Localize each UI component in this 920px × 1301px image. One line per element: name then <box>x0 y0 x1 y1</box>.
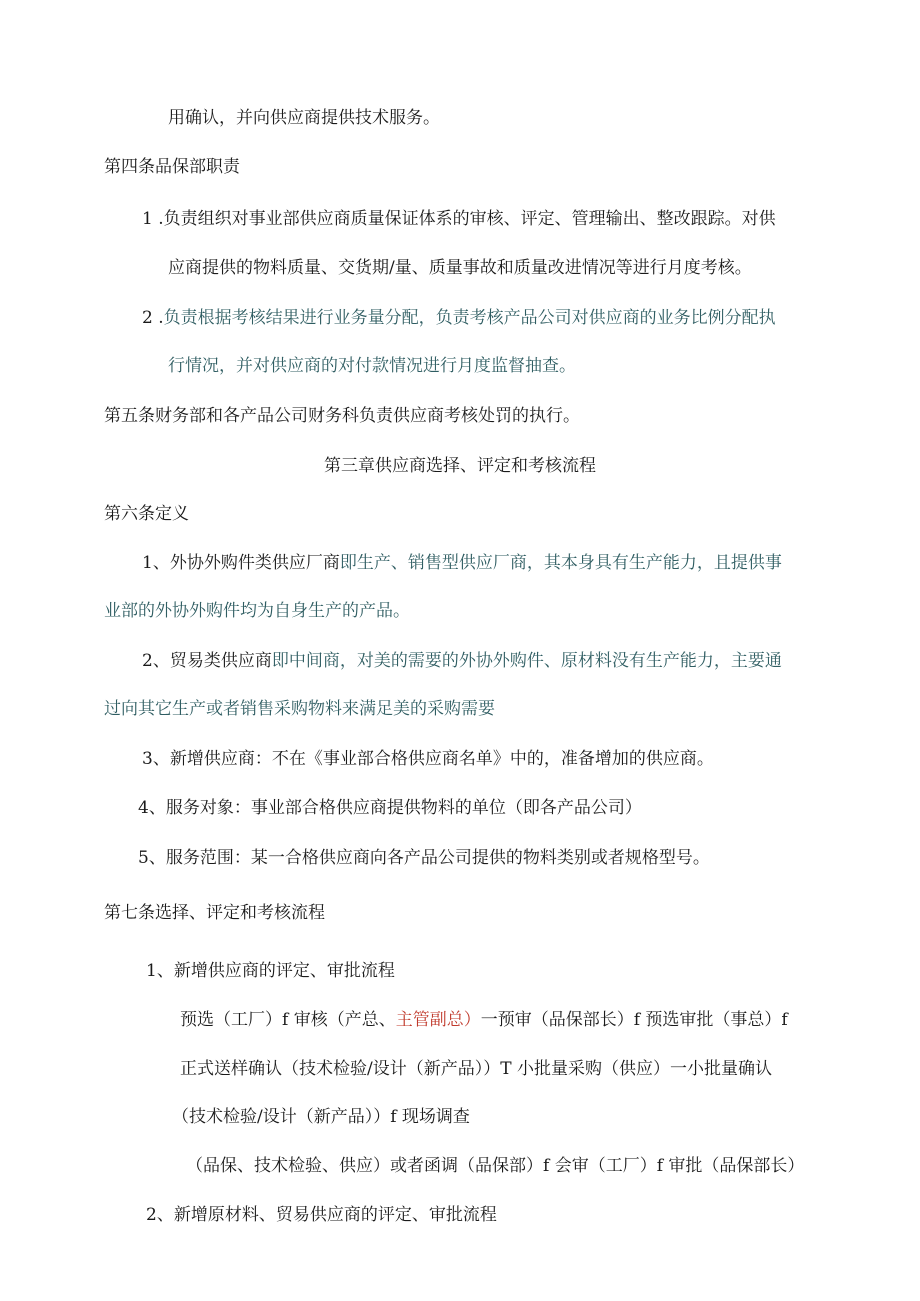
paragraph-line <box>142 551 782 575</box>
paragraph-line: 2、新增原材料、贸易供应商的评定、审批流程 <box>146 1205 497 1225</box>
term-text: 2、贸易类供应商 <box>142 651 272 671</box>
article-heading: 第四条品保部职责 <box>104 157 240 177</box>
list-number: 2 . <box>142 308 164 328</box>
article-heading: 第五条财务部和各产品公司财务科负责供应商考核处罚的执行。 <box>104 406 580 426</box>
flow-line: （品保、技术检验、供应）或者函调（品保部）f 会审（工厂）f 审批（品保部长） <box>186 1156 805 1176</box>
article-heading: 第六条定义 <box>104 504 189 524</box>
paragraph-line: 5、服务范围：某一合格供应商向各产品公司提供的物料类别或者规格型号。 <box>138 848 710 868</box>
flow-text: 预选（工厂）f 审核（产总、 <box>180 1010 396 1030</box>
flow-line: （技术检验/设计（新产品））f 现场调查 <box>172 1107 470 1127</box>
flow-line <box>180 1008 788 1032</box>
paragraph-line <box>142 306 776 330</box>
term-text: 1、外协外购件类供应厂商 <box>142 553 340 573</box>
article-heading: 第七条选择、评定和考核流程 <box>104 903 325 923</box>
paragraph-line: 用确认，并向供应商提供技术服务。 <box>168 108 440 128</box>
highlighted-text: 行情况，并对供应商的对付款情况进行月度监督抽查。 <box>168 356 576 376</box>
highlighted-text: 即生产、销售型供应厂商，其本身具有生产能力，且提供事 <box>339 553 782 573</box>
flow-text: 一预审（品保部长）f 预选审批（事总）f <box>480 1010 788 1030</box>
paragraph-line: 应商提供的物料质量、交货期/量、质量事故和质量改进情况等进行月度考核。 <box>168 258 752 278</box>
paragraph-line: 1 .负责组织对事业部供应商质量保证体系的审核、评定、管理输出、整改跟踪。对供 <box>142 209 776 229</box>
highlighted-text: 即中间商，对美的需要的外协外购件、原材料没有生产能力，主要通 <box>271 651 782 671</box>
highlighted-text: 业部的外协外购件均为自身生产的产品。 <box>104 601 410 621</box>
highlighted-text: 主管副总） <box>395 1010 481 1030</box>
paragraph-line: 1、新增供应商的评定、审批流程 <box>146 961 395 981</box>
paragraph-line: 4、服务对象：事业部合格供应商提供物料的单位（即各产品公司） <box>138 798 642 818</box>
chapter-title: 第三章供应商选择、评定和考核流程 <box>324 456 596 476</box>
paragraph-line: 3、新增供应商：不在《事业部合格供应商名单》中的，准备增加的供应商。 <box>142 749 714 769</box>
highlighted-text: 负责根据考核结果进行业务量分配，负责考核产品公司对供应商的业务比例分配执 <box>163 308 776 328</box>
flow-line: 正式送样确认（技术检验/设计（新产品））T 小批量采购（供应）一小批量确认 <box>180 1059 772 1079</box>
paragraph-line <box>142 649 782 673</box>
highlighted-text: 过向其它生产或者销售采购物料来满足美的采购需要 <box>104 699 495 719</box>
